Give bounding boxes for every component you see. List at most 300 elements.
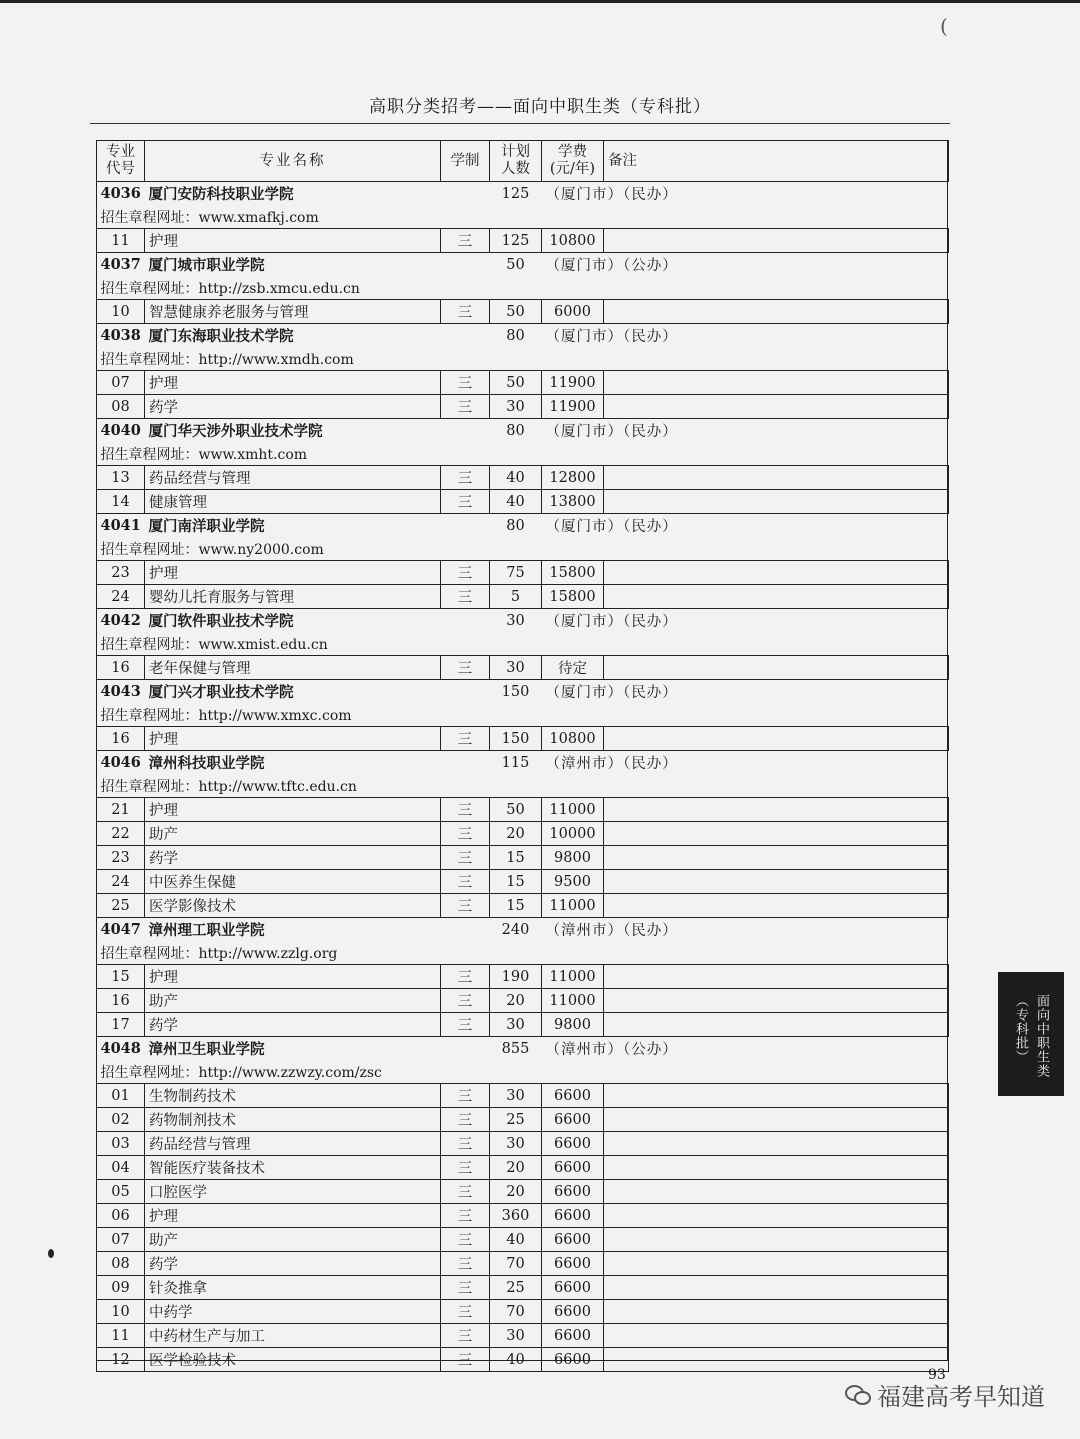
major-fee: 6600 — [542, 1108, 604, 1132]
major-name: 药品经营与管理 — [145, 466, 441, 490]
major-plan: 20 — [490, 1180, 542, 1204]
school-url-row — [97, 442, 949, 466]
major-length: 三 — [441, 561, 490, 585]
major-name: 口腔医学 — [145, 1180, 441, 1204]
major-fee: 9800 — [542, 1013, 604, 1037]
page-number: 93 — [928, 1367, 946, 1383]
school-row — [97, 680, 949, 704]
major-name: 药品经营与管理 — [145, 1132, 441, 1156]
major-row — [97, 1348, 949, 1372]
major-name: 健康管理 — [145, 490, 441, 514]
major-plan: 50 — [490, 371, 542, 395]
major-name: 医学影像技术 — [145, 894, 441, 918]
major-code: 01 — [97, 1084, 145, 1108]
major-note — [604, 466, 949, 490]
major-name: 中药材生产与加工 — [145, 1324, 441, 1348]
major-code: 07 — [97, 1228, 145, 1252]
school-row — [97, 324, 949, 348]
major-name: 护理 — [145, 371, 441, 395]
major-code: 08 — [97, 395, 145, 419]
school-code: 4042 — [100, 612, 141, 629]
side-tab-line1: 面向中职生类 — [1034, 994, 1049, 1078]
school-name: 漳州理工职业学院 — [148, 922, 265, 939]
major-row — [97, 1324, 949, 1348]
major-row — [97, 870, 949, 894]
major-plan: 20 — [490, 822, 542, 846]
major-length: 三 — [441, 585, 490, 609]
major-code: 13 — [97, 466, 145, 490]
major-length: 三 — [441, 466, 490, 490]
major-plan: 15 — [490, 846, 542, 870]
major-code: 07 — [97, 371, 145, 395]
major-plan: 30 — [490, 1084, 542, 1108]
major-code: 03 — [97, 1132, 145, 1156]
school-name: 厦门东海职业技术学院 — [148, 328, 294, 345]
major-plan: 15 — [490, 870, 542, 894]
major-plan: 70 — [490, 1252, 542, 1276]
school-url-row — [97, 347, 949, 371]
major-name: 护理 — [145, 1204, 441, 1228]
major-fee: 10000 — [542, 822, 604, 846]
major-plan: 30 — [490, 656, 542, 680]
major-name: 护理 — [145, 561, 441, 585]
major-row — [97, 371, 949, 395]
major-code: 06 — [97, 1204, 145, 1228]
major-plan: 15 — [490, 894, 542, 918]
school-url: 招生章程网址：http://www.xmdh.com — [100, 351, 354, 368]
major-plan: 40 — [490, 1348, 542, 1372]
major-name: 智慧健康养老服务与管理 — [145, 300, 441, 324]
school-plan: 855 — [501, 1040, 530, 1057]
major-code: 02 — [97, 1108, 145, 1132]
major-fee: 11000 — [542, 798, 604, 822]
school-location: （厦门市）（民办） — [545, 329, 678, 345]
header-code: 专业 代号 — [97, 141, 145, 182]
major-code: 14 — [97, 490, 145, 514]
major-code: 17 — [97, 1013, 145, 1037]
school-name: 漳州卫生职业学院 — [148, 1041, 265, 1058]
school-blank — [441, 514, 490, 538]
major-code: 25 — [97, 894, 145, 918]
major-row — [97, 229, 949, 253]
header-length: 学制 — [441, 141, 490, 182]
major-note — [604, 798, 949, 822]
school-code: 4040 — [100, 422, 141, 439]
major-name: 护理 — [145, 965, 441, 989]
major-row — [97, 395, 949, 419]
major-note — [604, 585, 949, 609]
watermark — [845, 1377, 1045, 1412]
major-fee: 6600 — [542, 1180, 604, 1204]
major-length: 三 — [441, 1084, 490, 1108]
school-code: 4036 — [100, 185, 141, 202]
major-note — [604, 1348, 949, 1372]
major-code: 23 — [97, 561, 145, 585]
major-length: 三 — [441, 1348, 490, 1372]
school-code: 4041 — [100, 517, 141, 534]
major-name: 助产 — [145, 822, 441, 846]
major-note — [604, 1108, 949, 1132]
major-note — [604, 1013, 949, 1037]
school-url-row — [97, 632, 949, 656]
school-location: （厦门市）（公办） — [545, 258, 678, 274]
major-fee: 10800 — [542, 727, 604, 751]
major-row — [97, 1013, 949, 1037]
major-length: 三 — [441, 894, 490, 918]
school-location: （漳州市）（民办） — [545, 756, 678, 772]
major-code: 12 — [97, 1348, 145, 1372]
school-plan: 80 — [506, 517, 525, 534]
major-plan: 70 — [490, 1300, 542, 1324]
school-name: 厦门城市职业学院 — [148, 257, 265, 274]
school-plan: 80 — [506, 422, 525, 439]
wechat-icon — [845, 1385, 871, 1405]
major-row — [97, 894, 949, 918]
major-name: 老年保健与管理 — [145, 656, 441, 680]
school-name: 厦门安防科技职业学院 — [148, 186, 294, 203]
major-note — [604, 1324, 949, 1348]
major-length: 三 — [441, 371, 490, 395]
major-row — [97, 1084, 949, 1108]
major-row — [97, 300, 949, 324]
school-location: （漳州市）（公办） — [545, 1042, 678, 1058]
major-name: 护理 — [145, 229, 441, 253]
major-row — [97, 989, 949, 1013]
major-fee: 15800 — [542, 561, 604, 585]
school-blank — [441, 324, 490, 348]
major-fee: 6600 — [542, 1276, 604, 1300]
major-note — [604, 965, 949, 989]
table-body — [97, 182, 949, 1372]
school-location: （厦门市）（民办） — [545, 685, 678, 701]
major-fee: 11000 — [542, 989, 604, 1013]
major-code: 22 — [97, 822, 145, 846]
major-note — [604, 490, 949, 514]
school-blank — [441, 918, 490, 942]
major-fee: 6600 — [542, 1204, 604, 1228]
major-name: 婴幼儿托育服务与管理 — [145, 585, 441, 609]
major-row — [97, 1228, 949, 1252]
major-length: 三 — [441, 300, 490, 324]
major-code: 09 — [97, 1276, 145, 1300]
major-note — [604, 727, 949, 751]
major-row — [97, 466, 949, 490]
major-note — [604, 300, 949, 324]
school-row — [97, 253, 949, 277]
major-code: 10 — [97, 1300, 145, 1324]
major-plan: 360 — [490, 1204, 542, 1228]
major-code: 16 — [97, 989, 145, 1013]
major-fee: 待定 — [542, 656, 604, 680]
major-name: 助产 — [145, 1228, 441, 1252]
major-plan: 25 — [490, 1276, 542, 1300]
school-name: 厦门软件职业技术学院 — [148, 613, 294, 630]
school-name: 厦门南洋职业学院 — [148, 518, 265, 535]
major-length: 三 — [441, 1156, 490, 1180]
school-code: 4043 — [100, 683, 141, 700]
major-plan: 40 — [490, 490, 542, 514]
major-plan: 50 — [490, 300, 542, 324]
school-url: 招生章程网址：http://www.zzwzy.com/zsc — [100, 1064, 382, 1081]
major-plan: 50 — [490, 798, 542, 822]
major-name: 智能医疗装备技术 — [145, 1156, 441, 1180]
major-code: 04 — [97, 1156, 145, 1180]
major-length: 三 — [441, 1204, 490, 1228]
header-note: 备注 — [604, 141, 949, 182]
major-name: 药物制剂技术 — [145, 1108, 441, 1132]
school-url-row — [97, 703, 949, 727]
school-url-row — [97, 205, 949, 229]
major-fee: 6600 — [542, 1324, 604, 1348]
major-fee: 6600 — [542, 1156, 604, 1180]
school-code: 4038 — [100, 327, 141, 344]
school-row — [97, 182, 949, 206]
top-rule — [0, 0, 1080, 3]
school-url: 招生章程网址：www.xmist.edu.cn — [100, 636, 328, 653]
major-code: 16 — [97, 727, 145, 751]
school-location: （厦门市）（民办） — [545, 614, 678, 630]
major-row — [97, 1204, 949, 1228]
major-fee: 9800 — [542, 846, 604, 870]
major-row — [97, 561, 949, 585]
major-note — [604, 989, 949, 1013]
school-blank — [441, 609, 490, 633]
major-row — [97, 1156, 949, 1180]
major-code: 24 — [97, 585, 145, 609]
major-length: 三 — [441, 1132, 490, 1156]
major-name: 中药学 — [145, 1300, 441, 1324]
major-row — [97, 965, 949, 989]
school-url-row — [97, 774, 949, 798]
major-note — [604, 1180, 949, 1204]
school-blank — [441, 751, 490, 775]
major-fee: 11000 — [542, 965, 604, 989]
major-fee: 6600 — [542, 1084, 604, 1108]
major-fee: 10800 — [542, 229, 604, 253]
running-header: 高职分类招考——面向中职生类（专科批） — [369, 97, 711, 117]
header-rule — [90, 123, 950, 124]
major-code: 11 — [97, 1324, 145, 1348]
major-plan: 20 — [490, 1156, 542, 1180]
major-name: 医学检验技术 — [145, 1348, 441, 1372]
school-plan: 80 — [506, 327, 525, 344]
major-code: 21 — [97, 798, 145, 822]
major-row — [97, 1108, 949, 1132]
major-row — [97, 585, 949, 609]
major-fee: 11900 — [542, 371, 604, 395]
major-length: 三 — [441, 989, 490, 1013]
major-name: 药学 — [145, 1252, 441, 1276]
major-fee: 11000 — [542, 894, 604, 918]
major-note — [604, 395, 949, 419]
major-note — [604, 1084, 949, 1108]
major-row — [97, 846, 949, 870]
school-row — [97, 751, 949, 775]
major-fee: 6600 — [542, 1228, 604, 1252]
major-code: 23 — [97, 846, 145, 870]
major-note — [604, 870, 949, 894]
school-code: 4048 — [100, 1040, 141, 1057]
table-header-row — [97, 141, 949, 182]
school-row — [97, 419, 949, 443]
major-note — [604, 1132, 949, 1156]
major-plan: 20 — [490, 989, 542, 1013]
major-note — [604, 1156, 949, 1180]
school-location: （漳州市）（民办） — [545, 923, 678, 939]
major-length: 三 — [441, 490, 490, 514]
school-plan: 115 — [501, 754, 530, 771]
school-plan: 50 — [506, 256, 525, 273]
school-location: （厦门市）（民办） — [545, 424, 678, 440]
corner-mark: ( — [940, 14, 948, 38]
major-name: 助产 — [145, 989, 441, 1013]
major-row — [97, 656, 949, 680]
school-plan: 125 — [501, 185, 530, 202]
major-code: 05 — [97, 1180, 145, 1204]
major-fee: 13800 — [542, 490, 604, 514]
school-url: 招生章程网址：www.xmht.com — [100, 446, 308, 463]
major-name: 药学 — [145, 1013, 441, 1037]
school-url: 招生章程网址：www.ny2000.com — [100, 541, 324, 558]
school-plan: 30 — [506, 612, 525, 629]
major-plan: 25 — [490, 1108, 542, 1132]
major-name: 针灸推拿 — [145, 1276, 441, 1300]
major-length: 三 — [441, 1300, 490, 1324]
major-row — [97, 727, 949, 751]
school-name: 厦门兴才职业技术学院 — [148, 684, 294, 701]
major-fee: 15800 — [542, 585, 604, 609]
school-name: 厦门华天涉外职业技术学院 — [148, 423, 323, 440]
school-blank — [441, 182, 490, 206]
school-location: （厦门市）（民办） — [545, 187, 678, 203]
major-row — [97, 798, 949, 822]
school-row — [97, 1037, 949, 1061]
school-url: 招生章程网址：www.xmafkj.com — [100, 209, 319, 226]
major-fee: 9500 — [542, 870, 604, 894]
major-name: 生物制药技术 — [145, 1084, 441, 1108]
major-length: 三 — [441, 229, 490, 253]
major-name: 中医养生保健 — [145, 870, 441, 894]
school-blank — [441, 1037, 490, 1061]
major-row — [97, 1300, 949, 1324]
major-plan: 40 — [490, 466, 542, 490]
major-length: 三 — [441, 1108, 490, 1132]
school-url-row — [97, 537, 949, 561]
major-name: 护理 — [145, 727, 441, 751]
school-code: 4037 — [100, 256, 141, 273]
major-fee: 6600 — [542, 1300, 604, 1324]
ink-dot — [48, 1249, 54, 1258]
major-code: 15 — [97, 965, 145, 989]
school-blank — [441, 253, 490, 277]
major-plan: 5 — [490, 585, 542, 609]
major-note — [604, 371, 949, 395]
major-length: 三 — [441, 846, 490, 870]
major-fee: 12800 — [542, 466, 604, 490]
major-fee: 6600 — [542, 1252, 604, 1276]
major-length: 三 — [441, 822, 490, 846]
major-row — [97, 490, 949, 514]
school-code: 4047 — [100, 921, 141, 938]
major-row — [97, 822, 949, 846]
major-plan: 30 — [490, 1013, 542, 1037]
major-note — [604, 229, 949, 253]
major-note — [604, 846, 949, 870]
major-fee: 6600 — [542, 1132, 604, 1156]
major-note — [604, 1252, 949, 1276]
major-name: 护理 — [145, 798, 441, 822]
major-length: 三 — [441, 727, 490, 751]
major-code: 08 — [97, 1252, 145, 1276]
major-note — [604, 822, 949, 846]
major-note — [604, 1276, 949, 1300]
watermark-text: 福建高考早知道 — [877, 1383, 1045, 1411]
school-url: 招生章程网址：http://www.zzlg.org — [100, 945, 338, 962]
school-plan: 240 — [501, 921, 530, 938]
major-note — [604, 1204, 949, 1228]
major-note — [604, 894, 949, 918]
major-length: 三 — [441, 870, 490, 894]
major-length: 三 — [441, 1013, 490, 1037]
major-row — [97, 1252, 949, 1276]
major-length: 三 — [441, 395, 490, 419]
header-fee: 学费 (元/年) — [542, 141, 604, 182]
major-row — [97, 1276, 949, 1300]
school-location: （厦门市）（民办） — [545, 519, 678, 535]
school-url: 招生章程网址：http://www.tftc.edu.cn — [100, 778, 357, 795]
major-plan: 30 — [490, 1132, 542, 1156]
major-length: 三 — [441, 656, 490, 680]
major-length: 三 — [441, 1324, 490, 1348]
school-blank — [441, 419, 490, 443]
school-url: 招生章程网址：http://zsb.xmcu.edu.cn — [100, 280, 360, 297]
major-plan: 40 — [490, 1228, 542, 1252]
major-length: 三 — [441, 965, 490, 989]
major-row — [97, 1132, 949, 1156]
enrollment-table — [96, 140, 949, 1372]
side-tab — [998, 972, 1064, 1096]
header-plan: 计划 人数 — [490, 141, 542, 182]
school-code: 4046 — [100, 754, 141, 771]
major-plan: 150 — [490, 727, 542, 751]
school-blank — [441, 680, 490, 704]
major-length: 三 — [441, 798, 490, 822]
major-code: 10 — [97, 300, 145, 324]
major-code: 11 — [97, 229, 145, 253]
school-url-row — [97, 1060, 949, 1084]
major-row — [97, 1180, 949, 1204]
major-length: 三 — [441, 1252, 490, 1276]
major-length: 三 — [441, 1180, 490, 1204]
school-row — [97, 514, 949, 538]
major-name: 药学 — [145, 846, 441, 870]
major-code: 16 — [97, 656, 145, 680]
major-fee: 6000 — [542, 300, 604, 324]
major-note — [604, 1300, 949, 1324]
major-fee: 11900 — [542, 395, 604, 419]
major-fee: 6600 — [542, 1348, 604, 1372]
school-url-row — [97, 276, 949, 300]
header-name: 专业名称 — [145, 141, 441, 182]
major-plan: 125 — [490, 229, 542, 253]
major-note — [604, 1228, 949, 1252]
school-row — [97, 609, 949, 633]
school-url: 招生章程网址：http://www.xmxc.com — [100, 707, 352, 724]
school-url-row — [97, 941, 949, 965]
major-note — [604, 656, 949, 680]
major-plan: 190 — [490, 965, 542, 989]
major-name: 药学 — [145, 395, 441, 419]
